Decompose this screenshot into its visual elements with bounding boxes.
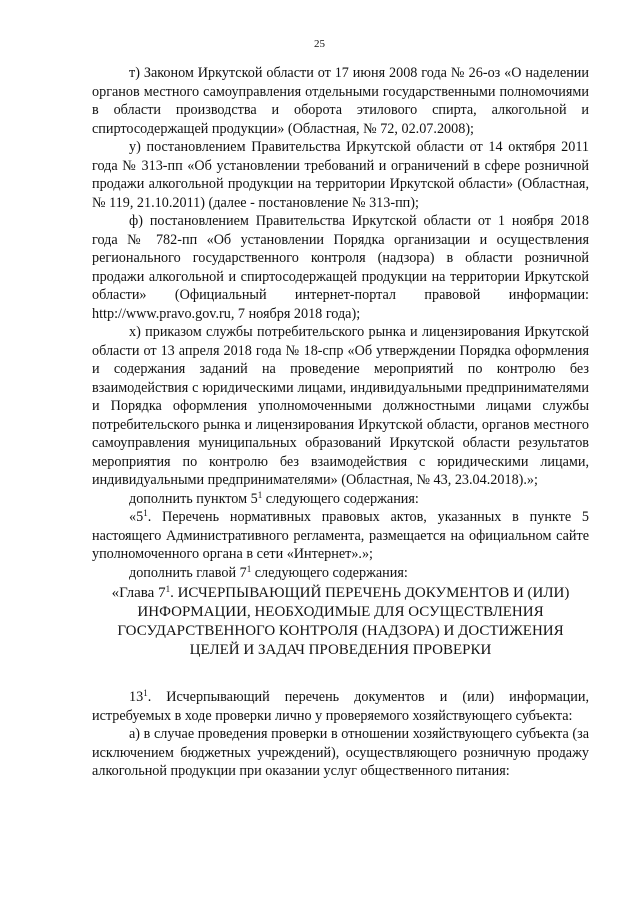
- paragraph-kh: х) приказом службы потребительского рынка и лицензирования Иркутской области от 13 апреля 2018 года № 18-спр «Об утверждении Порядка оформления и содержания заданий на проведение мероприятий по контролю без взаимодействия с юридическими лицами, индивидуальными предпринимателями и Порядка оформления уполномоченными должностными лицами службы потребительского рынка и лицензирования Иркутской области, органов местного самоуправления муниципальных образований Иркутской области результатов мероприятия по контролю без взаимодействия с юридическими лицами, индивидуальными предпринимателями» (Областная, № 43, 23.04.2018).»;: [92, 324, 589, 488]
- chapter-heading-line-1: «Глава $7^1$. ИСЧЕРПЫВАЮЩИЙ ПЕРЕЧЕНЬ ДОКУМЕНТОВ И (ИЛИ): [111, 584, 570, 601]
- chapter-heading-line-4: ЦЕЛЕЙ И ЗАДАЧ ПРОВЕДЕНИЯ ПРОВЕРКИ: [189, 642, 492, 658]
- chapter-heading: [92, 584, 589, 660]
- chapter-heading-line-2: ИНФОРМАЦИИ, НЕОБХОДИМЫЕ ДЛЯ ОСУЩЕСТВЛЕНИЯ: [137, 604, 544, 620]
- paragraph-t: т) Законом Иркутской области от 17 июня 2008 года № 26-оз «О наделении органов местного самоуправления отдельными государственными полномочиями в области производства и оборота этилового спирта, алкогольной и спиртосодержащей продукции» (Областная, № 72, 02.07.2008);: [92, 65, 589, 137]
- spacer: [92, 660, 589, 688]
- item-13-1: $13^1$. Исчерпывающий перечень документов и (или) информации, истребуемых в ходе проверки лично у проверяемого хозяйствующего субъекта:: [92, 688, 589, 724]
- point-5-1: «$5^1$. Перечень нормативных правовых актов, указанных в пункте 5 настоящего Административного регламента, размещается на официальном сайте уполномоченного органа в сети «Интернет».»;: [92, 508, 589, 562]
- chapter-heading-line-3: ГОСУДАРСТВЕННОГО КОНТРОЛЯ (НАДЗОРА) И ДОСТИЖЕНИЯ: [117, 623, 564, 639]
- paragraph-u: у) постановлением Правительства Иркутской области от 14 октября 2011 года № 313-пп «Об установлении требований и ограничений в сфере розничной продажи алкогольной продукции на территории Иркутской области» (Областная, № 119, 21.10.2011) (далее - постановление № 313-пп);: [92, 139, 589, 211]
- document-body: [92, 64, 589, 781]
- page-number: 25: [314, 38, 325, 50]
- subitem-a: а) в случае проведения проверки в отношении хозяйствующего субъекта (за исключением бюджетных учреждений), осуществляющего розничную продажу алкогольной продукции при оказании услуг общественного питания:: [92, 726, 589, 779]
- paragraph-f: ф) постановлением Правительства Иркутской области от 1 ноября 2018 года № 782-пп «Об установлении Порядка организации и осуществления регионального государственного контроля (надзора) в области розничной продажи алкогольной и спиртосодержащей продукции на территории Иркутской области» (Официальный интернет-портал правовой информации: http://www.pravo.gov.ru, 7 ноября 2018 года);: [92, 213, 589, 322]
- add-point-instruction: дополнить пунктом $5^1$ следующего содержания:: [129, 489, 419, 507]
- add-chapter-instruction: дополнить главой $7^1$ следующего содержания:: [129, 563, 408, 581]
